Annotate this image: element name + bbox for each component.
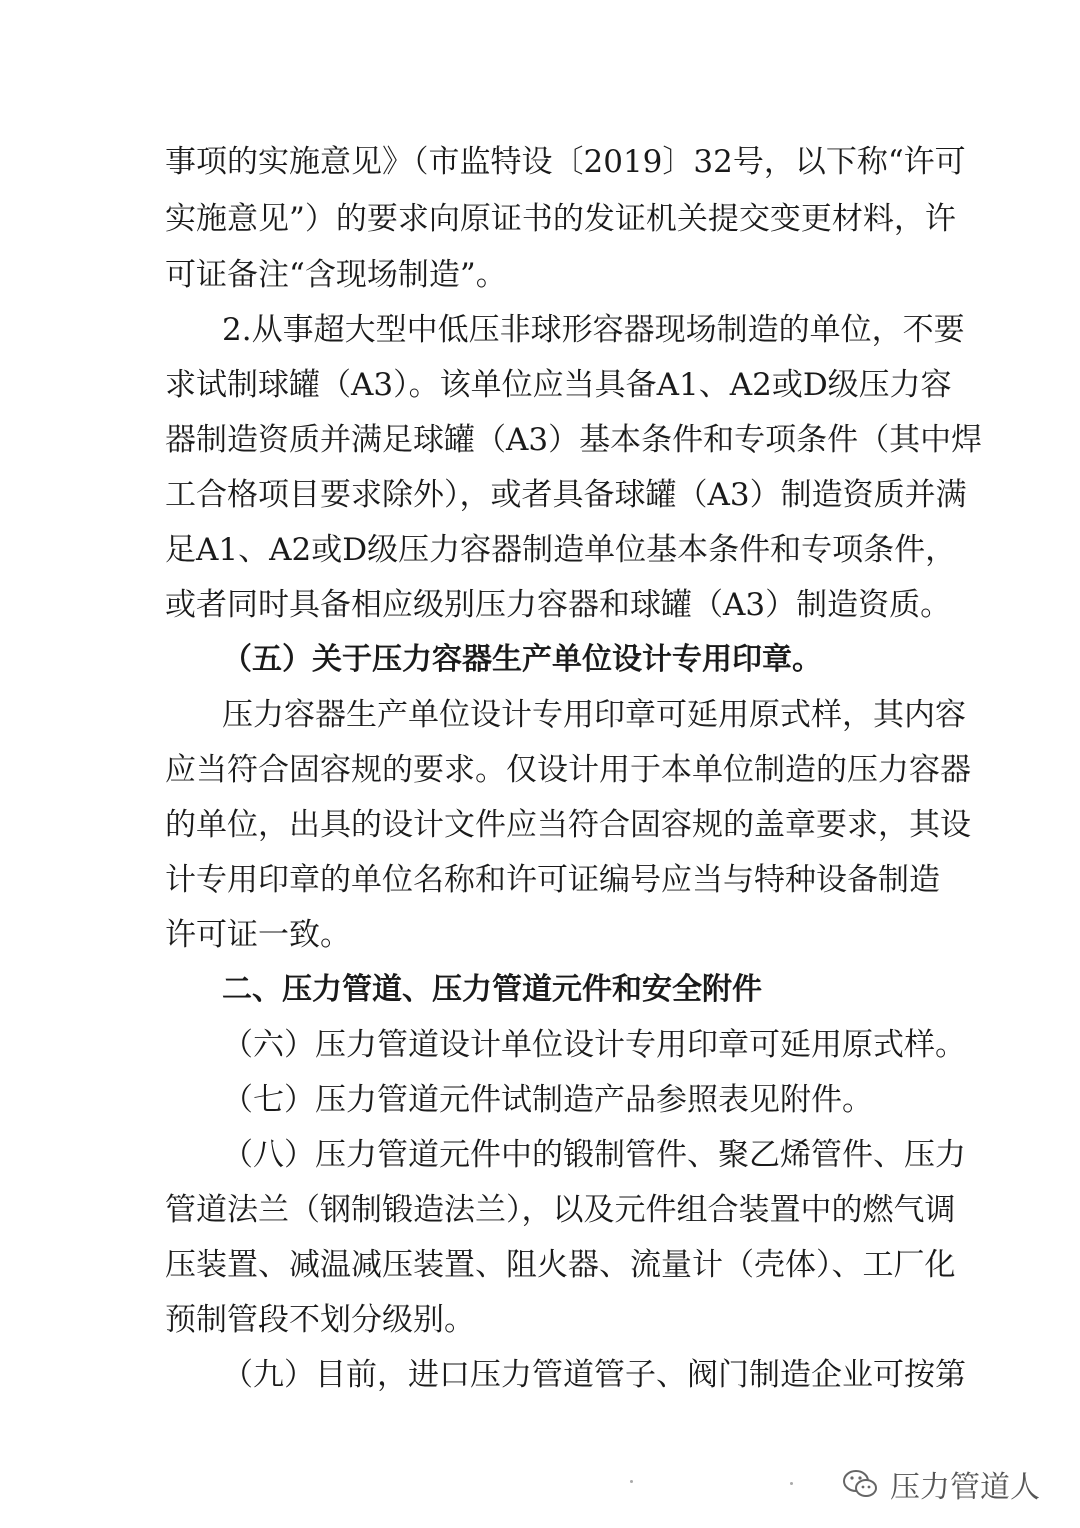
paragraph-line: 预制管段不划分级别。 <box>165 1302 475 1338</box>
paragraph-line: 足A1、A2或D级压力容器制造单位基本条件和专项条件， <box>165 532 957 568</box>
paragraph-line: 压装置、减温减压装置、阻火器、流量计（壳体）、工厂化 <box>165 1247 956 1283</box>
wechat-icon <box>840 1464 880 1504</box>
chapter-heading: 二、压力管道、压力管道元件和安全附件 <box>222 972 762 1007</box>
paragraph-line: 的单位，出具的设计文件应当符合固容规的盖章要求，其设 <box>165 807 971 843</box>
paragraph-line: 计专用印章的单位名称和许可证编号应当与特种设备制造 <box>165 862 940 898</box>
paragraph-line: 求试制球罐（A3）。该单位应当具备A1、A2或D级压力容 <box>165 367 952 403</box>
paragraph-line: 应当符合固容规的要求。仅设计用于本单位制造的压力容器 <box>165 752 971 788</box>
section-heading: （五）关于压力容器生产单位设计专用印章。 <box>222 642 822 677</box>
paragraph-line: 管道法兰（钢制锻造法兰），以及元件组合装置中的燃气调 <box>165 1192 956 1228</box>
paragraph-line: 器制造资质并满足球罐（A3）基本条件和专项条件（其中焊 <box>165 422 983 458</box>
paragraph-line: 或者同时具备相应级别压力容器和球罐（A3）制造资质。 <box>165 587 952 623</box>
paragraph-line: 实施意见”）的要求向原证书的发证机关提交变更材料，许 <box>165 201 956 237</box>
watermark-text: 压力管道人 <box>890 1470 1040 1505</box>
paragraph-line: 许可证一致。 <box>165 917 351 953</box>
scan-speck <box>790 1482 793 1485</box>
paragraph-line: 压力容器生产单位设计专用印章可延用原式样，其内容 <box>222 697 966 733</box>
watermark <box>840 1462 1040 1506</box>
paragraph-line: 工合格项目要求除外），或者具备球罐（A3）制造资质并满 <box>165 477 967 513</box>
paragraph-line: （八）压力管道元件中的锻制管件、聚乙烯管件、压力 <box>222 1137 966 1173</box>
paragraph-line: 事项的实施意见》（市监特设〔2019〕32号，以下称“许可 <box>165 144 966 180</box>
scan-speck <box>630 1480 633 1483</box>
paragraph-line: （七）压力管道元件试制造产品参照表见附件。 <box>222 1082 873 1118</box>
paragraph-line: （九）目前，进口压力管道管子、阀门制造企业可按第 <box>222 1357 966 1393</box>
paragraph-line: 2.从事超大型中低压非球形容器现场制造的单位，不要 <box>222 312 965 348</box>
paragraph-line: 可证备注“含现场制造”。 <box>165 257 507 293</box>
paragraph-line: （六）压力管道设计单位设计专用印章可延用原式样。 <box>222 1027 966 1063</box>
